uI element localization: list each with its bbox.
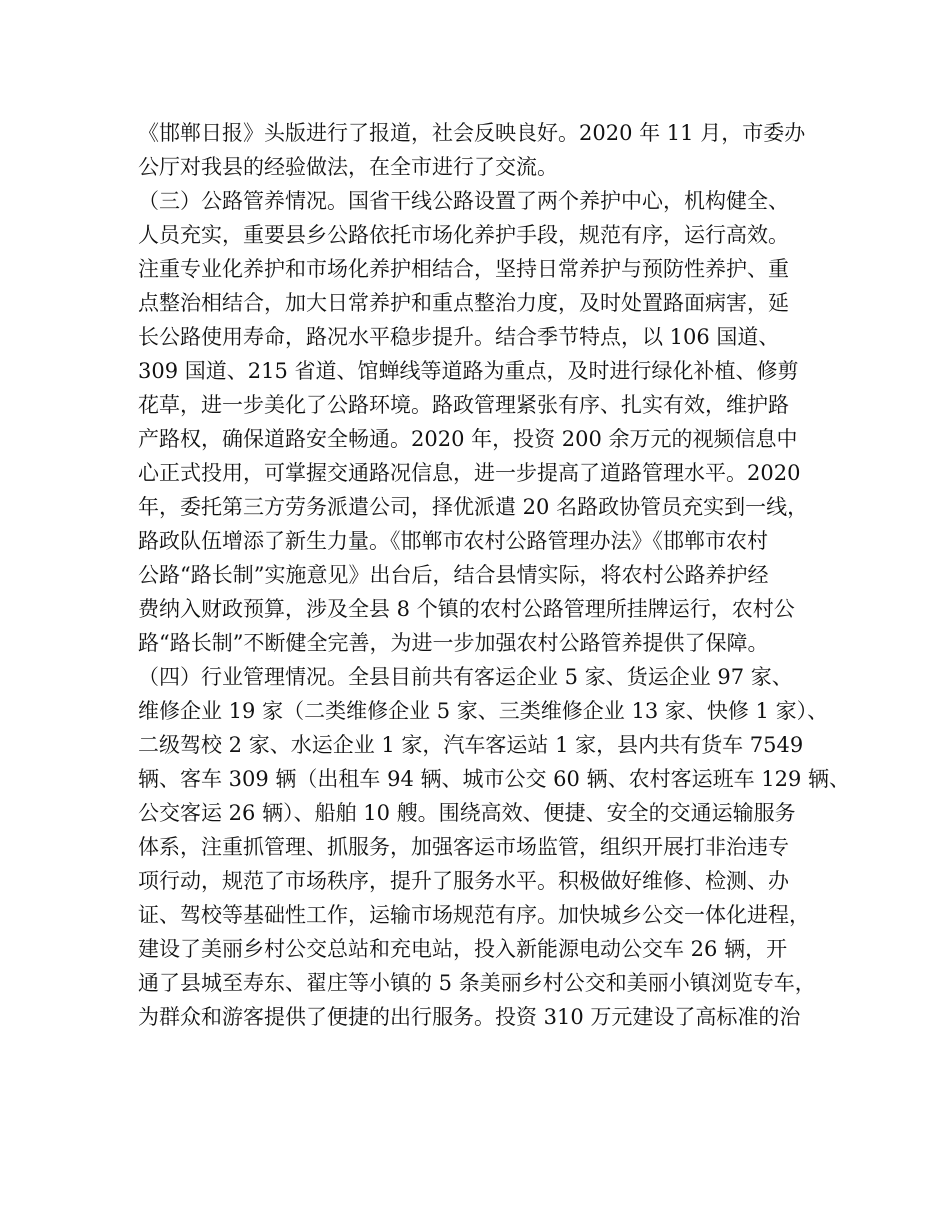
text-line: 证、驾校等基础性工作，运输市场规范有序。加快城乡公交一体化进程， — [138, 903, 810, 927]
text-line: 路“路长制”不断健全完善，为进一步加强农村公路管养提供了保障。 — [138, 631, 769, 655]
text-line: 年，委托第三方劳务派遣公司，择优派遣 20 名路政协管员充实到一线， — [138, 495, 809, 519]
text-line: 项行动，规范了市场秩序，提升了服务水平。积极做好维修、检测、办 — [138, 869, 789, 893]
text-line: 路政队伍增添了新生力量。《邯郸市农村公路管理办法》《邯郸市农村 — [138, 529, 768, 553]
text-line: 产路权，确保道路安全畅通。2020 年，投资 200 余万元的视频信息中 — [138, 427, 798, 451]
text-line: 公路“路长制”实施意见》出台后，结合县情实际，将农村公路养护经 — [138, 563, 769, 587]
text-line: 点整治相结合，加大日常养护和重点整治力度，及时处置路面病害，延 — [138, 291, 789, 315]
text-line: 维修企业 19 家（二类维修企业 5 家、三类维修企业 13 家、快修 1 家）、 — [138, 699, 829, 723]
section-heading-line: （四）行业管理情况。全县目前共有客运企业 5 家、货运企业 97 家、 — [138, 665, 793, 689]
text-line: 辆、客车 309 辆（出租车 94 辆、城市公交 60 辆、农村客运班车 129 辆、 — [138, 767, 851, 791]
section-heading-line: （三）公路管养情况。国省干线公路设置了两个养护中心，机构健全、 — [138, 189, 789, 213]
text-line: 为群众和游客提供了便捷的出行服务。投资 310 万元建设了高标准的治 — [138, 1005, 801, 1029]
text-line: 《邯郸日报》头版进行了报道，社会反映良好。2020 年 11 月，市委办 — [138, 121, 806, 145]
text-line: 通了县城至寿东、翟庄等小镇的 5 条美丽乡村公交和美丽小镇浏览专车， — [138, 971, 816, 995]
text-line: 心正式投用，可掌握交通路况信息，进一步提高了道路管理水平。2020 — [138, 461, 801, 485]
text-line: 公交客运 26 辆）、船舶 10 艘。围绕高效、便捷、安全的交通运输服务 — [138, 801, 796, 825]
text-line: 309 国道、215 省道、馆蝉线等道路为重点，及时进行绿化补植、修剪 — [138, 359, 799, 383]
body-text — [138, 116, 851, 1034]
text-line: 人员充实，重要县乡公路依托市场化养护手段，规范有序，运行高效。 — [138, 223, 789, 247]
text-line: 体系，注重抓管理、抓服务，加强客运市场监管，组织开展打非治违专 — [138, 835, 789, 859]
text-line: 建设了美丽乡村公交总站和充电站，投入新能源电动公交车 26 辆，开 — [138, 937, 788, 961]
text-line: 公厅对我县的经验做法，在全市进行了交流。 — [138, 155, 558, 179]
text-line: 长公路使用寿命，路况水平稳步提升。结合季节特点，以 106 国道、 — [138, 325, 780, 349]
text-line: 花草，进一步美化了公路环境。路政管理紧张有序、扎实有效，维护路 — [138, 393, 789, 417]
text-line: 费纳入财政预算，涉及全县 8 个镇的农村公路管理所挂牌运行，农村公 — [138, 597, 795, 621]
text-line: 注重专业化养护和市场化养护相结合，坚持日常养护与预防性养护、重 — [138, 257, 789, 281]
text-line: 二级驾校 2 家、水运企业 1 家，汽车客运站 1 家，县内共有货车 7549 — [138, 733, 804, 757]
